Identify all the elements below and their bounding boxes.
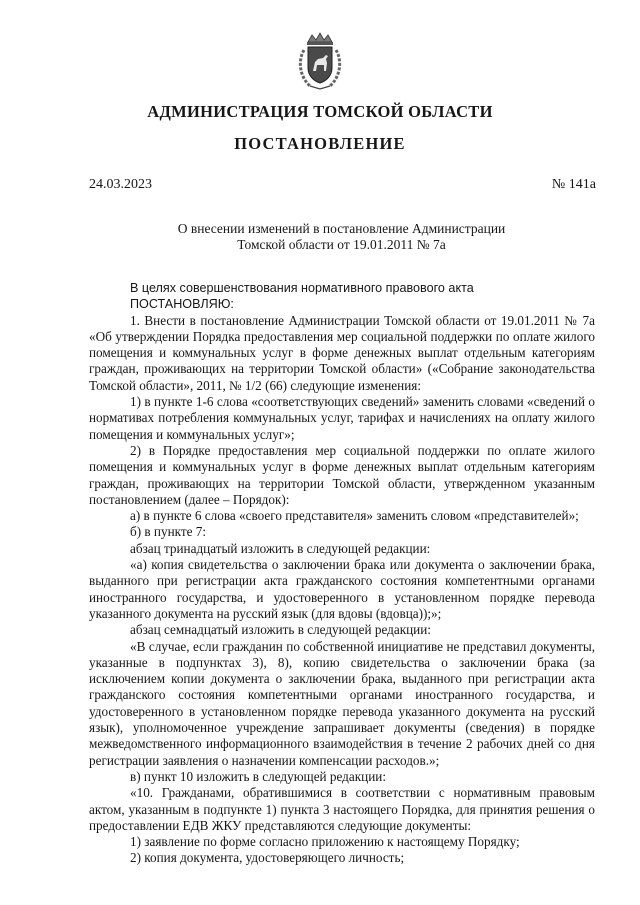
preamble: В целях совершенствования нормативного правового акта bbox=[130, 281, 474, 295]
paragraph: 1) заявление по форме согласно приложению к настоящему Порядку; bbox=[130, 834, 520, 850]
tomsk-coat-of-arms-icon bbox=[296, 32, 344, 90]
organization-title: АДМИНИСТРАЦИЯ ТОМСКОЙ ОБЛАСТИ bbox=[147, 102, 493, 121]
resolution-word: ПОСТАНОВЛЯЮ: bbox=[130, 297, 234, 312]
paragraph: 1. Внести в постановление Администрации Томской области от 19.01.2011 № 7а «Об утверждении Порядка предоставления мер социальной поддержки по оплате жилого помещения и коммунальных услуг в форме денежных выплат отдельным категориям граждан, проживающих на территории Томской области» («Собрание законодательства Томской области», 2011, № 1/2 (66) следующие изменения: bbox=[89, 312, 595, 393]
paragraph: 2) в Порядке предоставления мер социальной поддержки по оплате жилого помещения и коммунальных услуг в форме денежных выплат отдельным категориям граждан, проживающих на территории Томской области, утвержденном указанным постановлением (далее – Порядок): bbox=[89, 442, 595, 507]
document-subject bbox=[89, 221, 594, 253]
document-number: № 141а bbox=[551, 177, 596, 192]
paragraph: а) в пункте 6 слова «своего представителя» заменить словом «представителей»; bbox=[130, 508, 579, 524]
paragraph: б) в пункте 7: bbox=[130, 524, 207, 540]
paragraph: «10. Гражданами, обратившимися в соответствии с нормативным правовым актом, указанным в подпункте 1) пункта 3 настоящего Порядка, для принятия решения о предоставлении ЕДВ ЖКУ представляются следующие документы: bbox=[89, 785, 595, 833]
document-body bbox=[89, 280, 595, 867]
paragraph: «а) копия свидетельства о заключении брака или документа о заключении брака, выданного при регистрации акта гражданского состояния компетентными органами иностранного государства, и удостоверенного в установленном порядке перевода указанного документа на русский язык (для вдовы (вдовца));»; bbox=[89, 557, 595, 621]
document-type: ПОСТАНОВЛЕНИЕ bbox=[234, 134, 406, 153]
subject-line: О внесении изменений в постановление Администрации bbox=[177, 221, 506, 236]
paragraph: 2) копия документа, удостоверяющего личность; bbox=[130, 850, 405, 866]
document-date: 24.03.2023 bbox=[89, 177, 152, 192]
paragraph: абзац семнадцатый изложить в следующей редакции: bbox=[130, 622, 431, 638]
subject-line: Томской области от 19.01.2011 № 7а bbox=[237, 237, 446, 252]
paragraph: абзац тринадцатый изложить в следующей редакции: bbox=[130, 540, 431, 556]
paragraph: в) пункт 10 изложить в следующей редакции: bbox=[130, 768, 386, 784]
paragraph: «В случае, если гражданин по собственной инициативе не представил документы, указанные в подпунктах 3), 8), копию свидетельства о заключении брака (за исключением копии документа о заключении брака, выданного при регистрации акта гражданского состояния компетентными органами иностранного государства, и удостоверенного в установленном порядке перевода указанного документа на русский язык), уполномоченное учреждение запрашивает документы (сведения) в порядке межведомственного информационного взаимодействия в течение 2 рабочих дней со дня регистрации заявления о назначении компенсации расходов.»; bbox=[89, 638, 595, 768]
paragraph: 1) в пункте 1-6 слова «соответствующих сведений» заменить словами «сведений о нормативах потребления коммунальных услуг, тарифах и начислениях на оплату жилого помещения и коммунальных услуг»; bbox=[89, 394, 595, 442]
